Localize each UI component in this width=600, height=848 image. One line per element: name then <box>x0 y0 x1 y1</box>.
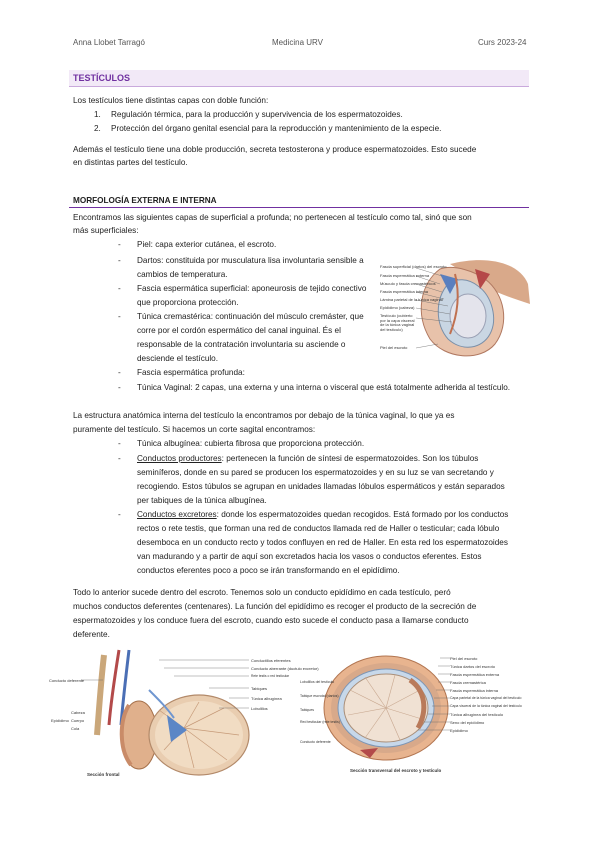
internal-excretores-4: van madurando y a partir de aquí son excretados hacia los vasos o conductos eferentes. Estos <box>137 552 482 561</box>
transverse-section-illustration <box>300 650 540 780</box>
layer-fascia-sup-cont: que proporciona protección. <box>137 298 239 307</box>
header-author: Anna Llobet Tarragó <box>73 38 145 47</box>
layer-fascia-sup: Fascia espermática superficial: aponeurosis de tejido conectivo <box>137 284 367 293</box>
fig1-label: Fascia superficial (dartos) del escroto <box>380 264 447 269</box>
fig2-label: Tabiques <box>251 686 268 691</box>
fig3-label: Conducto deferente <box>300 740 331 744</box>
layer-dartos: Dartos: constituida por musculatura lisa involuntaria sensible a <box>137 256 364 265</box>
term-conductos-productores: Conductos productores <box>137 454 222 463</box>
internal-excretores-3: desemboca en un conducto recto y todos confluyen en red de Haller. En esta red los espermatozoides <box>137 538 508 547</box>
fig1-label: Lámina parietal de la túnica vaginal <box>380 297 443 302</box>
fig2-label: Cuerpo <box>71 718 85 723</box>
internal-productores <box>137 452 478 465</box>
list-item-2: Protección del órgano genital esencial para la reproducción y mantenimiento de la especie. <box>111 124 442 133</box>
layer-cremasterica-2: corre por el cordón espermático del canal inguinal. És el <box>137 326 341 335</box>
fig3-label: Fascia cremastérica <box>450 680 486 685</box>
fig2-label: Conductillos eferentes <box>251 658 291 663</box>
layer-cremasterica-3: responsable de la contratación involuntaria su asciende o <box>137 340 346 349</box>
section-heading: MORFOLOGÍA EXTERNA E INTERNA <box>73 196 217 205</box>
fig2-label: Rete testis o red testicular <box>251 674 290 678</box>
internal-excretores <box>137 508 508 521</box>
bullet-dash: - <box>118 454 121 463</box>
layers-intro-2: más superficiales: <box>73 226 139 235</box>
layer-cremasterica-4: desciende el testículo. <box>137 354 219 363</box>
term-conductos-excretores: Conductos excretores <box>137 510 217 519</box>
section-rule <box>69 207 529 208</box>
bullet-dash: - <box>118 368 121 377</box>
fig3-label: Fascia espermática interna <box>450 688 499 693</box>
layers-intro-1: Encontramos las siguientes capas de superficial a profunda; no pertenecen al testículo como tal, sinó que son <box>73 213 472 222</box>
fig3-label: Seno del epidídimo <box>450 720 485 725</box>
fig3-label: Fascia espermática externa <box>450 672 500 677</box>
paragraph-double-1: Además el testículo tiene una doble producción, secreta testosterona y produce espermatozoides. Esto sucede <box>73 145 477 154</box>
fig1-label: Fascia espermática externa <box>380 273 430 278</box>
fig2-label: Cabeza <box>71 710 85 715</box>
fig3-label: Túnica albugínea del testículo <box>450 712 504 717</box>
fig1-label: Fascia espermática interna <box>380 289 429 294</box>
fig1-label: Piel del escroto <box>380 345 408 350</box>
fig3-label: Capa parietal de la túnica vaginal del testículo <box>450 696 522 700</box>
internal-intro-1: La estructura anatómica interna del testículo la encontramos por debajo de la túnica vaginal, lo que ya es <box>73 411 455 420</box>
fig2-label: Epidídimo <box>51 718 69 723</box>
internal-excretores-5: conductos eferentes poco a poco se irán transformando en el epidídimo. <box>137 566 400 575</box>
internal-productores-2: seminíferos, donde en su pared se producen los espermatozoides y en su luz se van secretando y <box>137 468 494 477</box>
fig3-label: Lobulillos del testículo <box>300 680 335 684</box>
fig3-label: Túnica dartos del escroto <box>450 664 495 669</box>
layer-dartos-cont: cambios de temperatura. <box>137 270 228 279</box>
fig3-label: Capa visceral de la túnica vaginal del testículo <box>450 704 522 708</box>
page-title: TESTÍCULOS <box>73 73 131 83</box>
header-course: Medicina URV <box>272 38 323 47</box>
fig2-label: Cola <box>71 726 80 731</box>
title-band <box>69 70 529 87</box>
internal-productores-3: recogiendo. Estos túbulos se agrupan en unidades llamadas lóbulos espermáticos y están separados <box>137 482 505 491</box>
header-year: Curs 2023-24 <box>478 38 527 47</box>
layer-piel: Piel: capa exterior cutánea, el escroto. <box>137 240 277 249</box>
fig3-caption: Sección transversal del escroto y testículo <box>350 768 442 773</box>
closing-4: deferente. <box>73 630 110 639</box>
closing-2: muchos conductos deferentes (centenares). La función del epidídimo es recoger el producto de la secreción de <box>73 602 477 611</box>
fig2-label: Lobulillos <box>251 706 268 711</box>
paragraph-double-2: en distintas partes del testículo. <box>73 158 188 167</box>
closing-3: espermatozoides y los conduce fuera del escroto, cuando esto sucede el conducto pasa a llamarse conducto <box>73 616 469 625</box>
list-num-1: 1. <box>94 110 101 119</box>
intro-text: Los testículos tiene distintas capas con doble función: <box>73 96 269 105</box>
bullet-dash: - <box>118 510 121 519</box>
fig3-label: Piel del escroto <box>450 656 478 661</box>
fig3-label: Epidídimo <box>450 728 468 733</box>
fig2-label: Conducto aberrante (ductulo excretor) <box>251 666 319 671</box>
fig2-label: Túnica albugínea <box>251 696 282 701</box>
fig2-label: Conducto deferente <box>49 678 85 683</box>
fig1-label: Epidídimo (cabeza) <box>380 305 415 310</box>
fig3-label: Tabique escrotal (dartos) <box>300 694 339 698</box>
internal-intro-2: puramente del testículo. Si hacemos un corte sagital encontramos: <box>73 425 316 434</box>
fig1-label: Músculo y fascia cremastéricos <box>380 281 436 286</box>
fig3-label: Tabiques <box>300 708 315 712</box>
excretores-text: : donde los espermatozoides quedan recogidos. Está formado por los conductos <box>216 510 509 519</box>
internal-productores-4: per tabiques de la túnica albugínea. <box>137 496 267 505</box>
bullet-dash: - <box>118 439 121 448</box>
fig1-label: Testículo (cubierto por la capa visceral de la túnica vaginal del testículo) <box>380 313 415 332</box>
fig3-label: Red testicular (rete testis) <box>300 720 340 724</box>
layer-fascia-prof: Fascia espermática profunda: <box>137 368 245 377</box>
list-item-1: Regulación térmica, para la producción y supervivencia de los espermatozoides. <box>111 110 403 119</box>
layer-cremasterica: Túnica cremastérica: continuación del músculo cremáster, que <box>137 312 364 321</box>
layer-vaginal: Túnica Vaginal: 2 capas, una externa y una interna o visceral que está totalmente adherida al testículo. <box>137 383 511 392</box>
closing-1: Todo lo anterior sucede dentro del escroto. Tenemos solo un conducto epidídimo en cada testículo, peró <box>73 588 451 597</box>
list-num-2: 2. <box>94 124 101 133</box>
internal-albuginea: Túnica albugínea: cubierta fibrosa que proporciona protección. <box>137 439 365 448</box>
bullet-dash: - <box>118 240 121 249</box>
productores-text: : pertenecen la función de síntesi de espermatozoides. Son los túbulos <box>221 454 479 463</box>
fig2-caption: Sección frontal <box>87 772 120 777</box>
bullet-dash: - <box>118 256 121 265</box>
internal-excretores-2: rectos o rete testis, que forman una red de conductos llamada red de Haller o testicular; cada lóbulo <box>137 524 500 533</box>
bullet-dash: - <box>118 383 121 392</box>
bullet-dash: - <box>118 284 121 293</box>
scrotal-layers-illustration <box>380 254 530 364</box>
bullet-dash: - <box>118 312 121 321</box>
